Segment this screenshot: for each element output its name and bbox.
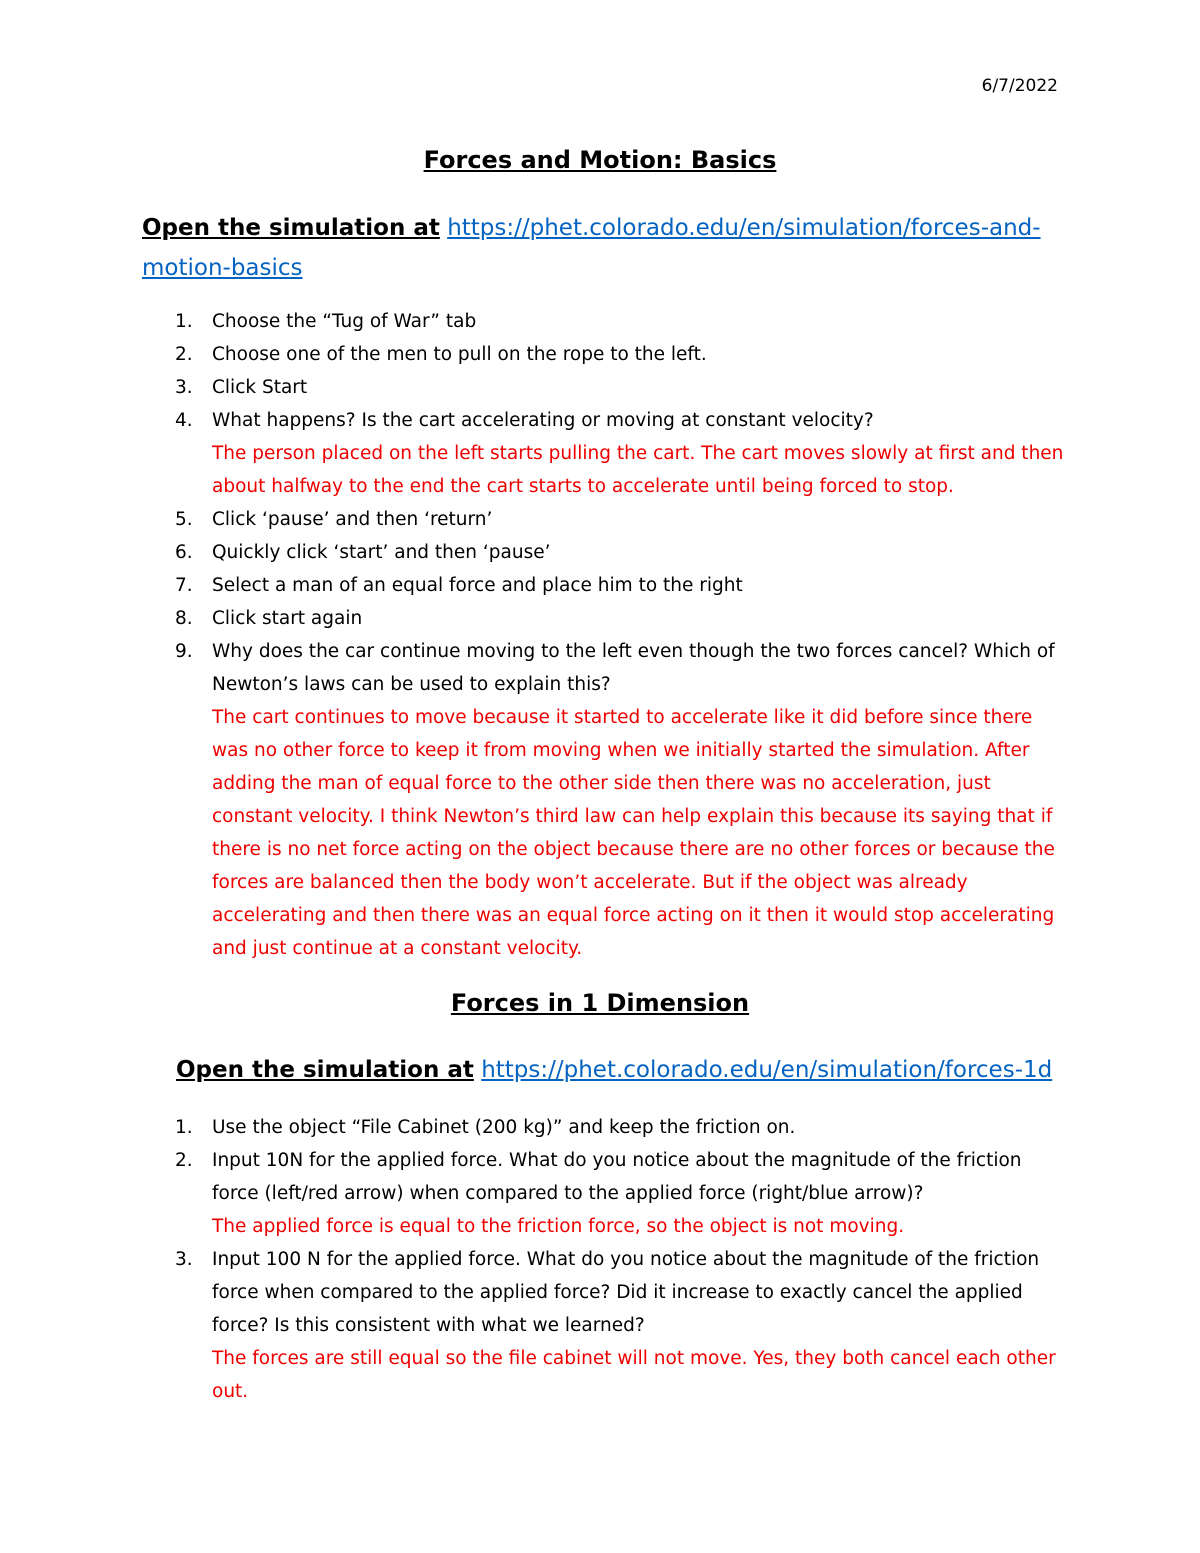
step-answer: The applied force is equal to the friction force, so the object is not moving. [212, 1216, 905, 1237]
section-heading-forces-1-dimension: Forces in 1 Dimension [450, 989, 750, 1017]
step-number: 1. [175, 1117, 193, 1138]
step-text: Input 10N for the applied force. What do you notice about the magnitude of the friction force (left/red arrow) when compared to the applied force (right/blue arrow)? [212, 1150, 1022, 1204]
step-text: Click start again [212, 608, 363, 629]
step-item [142, 1144, 1072, 1243]
step-text: Select a man of an equal force and place him to the right [212, 575, 743, 596]
step-item [142, 1111, 1072, 1144]
open-simulation-label: Open the simulation at [142, 215, 440, 241]
page-date: 6/7/2022 [981, 76, 1058, 96]
step-text: What happens? Is the cart accelerating or moving at constant velocity? [212, 410, 874, 431]
step-item [142, 371, 1072, 404]
step-number: 3. [175, 377, 193, 398]
step-text: Click ‘pause’ and then ‘return’ [212, 509, 493, 530]
open-simulation-line [142, 208, 1072, 288]
steps-list-forces-1-dimension [142, 1111, 1072, 1408]
step-number: 5. [175, 509, 193, 530]
step-item [142, 404, 1072, 503]
step-text: Click Start [212, 377, 308, 398]
step-number: 4. [175, 410, 193, 431]
step-text: Quickly click ‘start’ and then ‘pause’ [212, 542, 551, 563]
steps-list-forces-motion-basics [142, 305, 1072, 965]
open-simulation-line [176, 1050, 1106, 1090]
step-item [142, 602, 1072, 635]
step-item [142, 1243, 1072, 1408]
step-number: 2. [175, 1150, 193, 1171]
simulation-link[interactable]: https://phet.colorado.edu/en/simulation/forces-and-motion-basics [142, 215, 1041, 281]
step-number: 7. [175, 575, 193, 596]
step-number: 6. [175, 542, 193, 563]
step-answer: The forces are still equal so the file cabinet will not move. Yes, they both cancel each other out. [212, 1348, 1056, 1402]
step-item [142, 635, 1072, 965]
step-number: 9. [175, 641, 193, 662]
open-simulation-label: Open the simulation at [176, 1057, 474, 1083]
step-text: Use the object “File Cabinet (200 kg)” and keep the friction on. [212, 1117, 796, 1138]
step-number: 3. [175, 1249, 193, 1270]
step-text: Choose one of the men to pull on the rope to the left. [212, 344, 707, 365]
step-number: 2. [175, 344, 193, 365]
step-item [142, 569, 1072, 602]
step-text: Why does the car continue moving to the left even though the two forces cancel? Which of Newton’s laws can be used to explain this? [212, 641, 1055, 695]
step-number: 8. [175, 608, 193, 629]
section-heading-forces-motion-basics: Forces and Motion: Basics [423, 146, 777, 174]
step-item [142, 503, 1072, 536]
step-item [142, 536, 1072, 569]
step-item [142, 305, 1072, 338]
step-answer: The cart continues to move because it started to accelerate like it did before since there was no other force to keep it from moving when we initially started the simulation. After adding the man of equal force to the other side then there was no acceleration, just constant velocity. I think Newton’s third law can help explain this because its saying that if there is no net force acting on the object because there are no other forces or because the forces are balanced then the body won’t accelerate. But if the object was already accelerating and then there was an equal force acting on it then it would stop accelerating and just continue at a constant velocity. [212, 707, 1055, 959]
step-answer: The person placed on the left starts pulling the cart. The cart moves slowly at first and then about halfway to the end the cart starts to accelerate until being forced to stop. [212, 443, 1064, 497]
step-text: Choose the “Tug of War” tab [212, 311, 477, 332]
simulation-link[interactable]: https://phet.colorado.edu/en/simulation/forces-1d [481, 1057, 1053, 1083]
step-text: Input 100 N for the applied force. What do you notice about the magnitude of the friction force when compared to the applied force? Did it increase to exactly cancel the applied force? Is this consistent with what we learned? [212, 1249, 1040, 1336]
step-number: 1. [175, 311, 193, 332]
step-item [142, 338, 1072, 371]
